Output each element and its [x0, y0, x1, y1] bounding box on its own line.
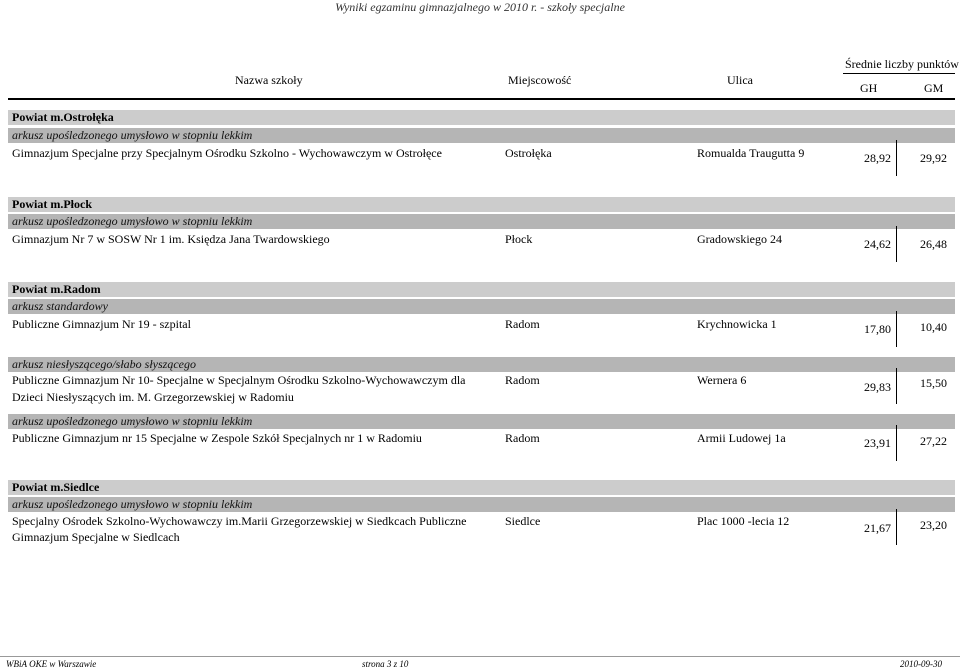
powiat-band — [8, 282, 955, 297]
score-gm: 27,22 — [920, 434, 947, 448]
score-divider — [896, 368, 897, 404]
school-name: Specjalny Ośrodek Szkolno-Wychowawczy im.Marii Grzegorzewskiej w Siedkcach Publiczne — [12, 514, 467, 528]
column-header-ulica: Ulica — [727, 73, 753, 87]
powiat-band — [8, 480, 955, 495]
school-city: Radom — [505, 431, 540, 445]
powiat-label: Powiat m.Siedlce — [12, 480, 100, 494]
arkusz-label: arkusz upośledzonego umysłowo w stopniu lekkim — [12, 128, 253, 142]
arkusz-band — [8, 128, 955, 143]
school-street: Plac 1000 -lecia 12 — [697, 514, 790, 528]
school-name-line2: Gimnazjum Specjalne w Siedlcach — [12, 530, 180, 544]
arkusz-label: arkusz upośledzonego umysłowo w stopniu lekkim — [12, 497, 253, 511]
score-gh: 17,80 — [864, 322, 891, 336]
school-city: Płock — [505, 232, 533, 246]
school-city: Radom — [505, 317, 540, 331]
score-gh: 24,62 — [864, 237, 891, 251]
column-header-srednie: Średnie liczby punktów — [845, 57, 959, 71]
footer-left: WBiA OKE w Warszawie — [6, 659, 97, 669]
score-gm: 15,50 — [920, 376, 947, 390]
column-header-nazwa: Nazwa szkoły — [235, 73, 303, 87]
score-divider — [896, 226, 897, 262]
school-city: Ostrołęka — [505, 146, 552, 160]
school-street: Krychnowicka 1 — [697, 317, 777, 331]
footer-page-number: strona 3 z 10 — [362, 659, 409, 669]
arkusz-band — [8, 357, 955, 372]
powiat-label: Powiat m.Płock — [12, 197, 92, 211]
school-street: Romualda Traugutta 9 — [697, 146, 805, 160]
score-divider — [896, 425, 897, 461]
column-header-gh: GH — [860, 81, 878, 95]
score-divider — [896, 140, 897, 176]
school-name: Publiczne Gimnazjum Nr 10- Specjalne w Specjalnym Ośrodku Szkolno-Wychowawczym dla — [12, 373, 466, 387]
arkusz-label: arkusz upośledzonego umysłowo w stopniu lekkim — [12, 414, 253, 428]
score-gh: 21,67 — [864, 521, 891, 535]
powiat-band — [8, 197, 955, 212]
arkusz-band — [8, 414, 955, 429]
page-title: Wyniki egzaminu gimnazjalnego w 2010 r. - szkoły specjalne — [335, 0, 625, 14]
score-gm: 23,20 — [920, 518, 947, 532]
footer-date: 2010-09-30 — [900, 659, 942, 669]
school-name: Gimnazjum Nr 7 w SOSW Nr 1 im. Księdza Jana Twardowskiego — [12, 232, 330, 246]
arkusz-band — [8, 214, 955, 229]
score-divider — [896, 509, 897, 545]
score-gm: 26,48 — [920, 237, 947, 251]
powiat-label: Powiat m.Radom — [12, 282, 101, 296]
score-gh: 28,92 — [864, 151, 891, 165]
school-name: Gimnazjum Specjalne przy Specjalnym Ośrodku Szkolno - Wychowawczym w Ostrołęce — [12, 146, 442, 160]
column-header-gm: GM — [924, 81, 944, 95]
score-gm: 10,40 — [920, 320, 947, 334]
school-city: Radom — [505, 373, 540, 387]
arkusz-band — [8, 497, 955, 512]
arkusz-label: arkusz upośledzonego umysłowo w stopniu lekkim — [12, 214, 253, 228]
footer-rule — [0, 656, 960, 657]
score-gm: 29,92 — [920, 151, 947, 165]
powiat-band — [8, 110, 955, 125]
score-divider — [896, 311, 897, 347]
header-bottom-rule — [8, 98, 955, 100]
school-name-line2: Dzieci Niesłyszących im. M. Grzegorzewskiej w Radomiu — [12, 390, 294, 404]
powiat-label: Powiat m.Ostrołęka — [12, 110, 114, 124]
header-divider — [843, 73, 955, 74]
school-street: Armii Ludowej 1a — [697, 431, 786, 445]
arkusz-band — [8, 299, 955, 314]
school-street: Gradowskiego 24 — [697, 232, 782, 246]
arkusz-label: arkusz niesłyszącego/słabo słyszącego — [12, 357, 196, 371]
school-city: Siedlce — [505, 514, 541, 528]
school-street: Wernera 6 — [697, 373, 747, 387]
score-gh: 23,91 — [864, 436, 891, 450]
school-name: Publiczne Gimnazjum nr 15 Specjalne w Zespole Szkół Specjalnych nr 1 w Radomiu — [12, 431, 422, 445]
score-gh: 29,83 — [864, 380, 891, 394]
arkusz-label: arkusz standardowy — [12, 299, 108, 313]
school-name: Publiczne Gimnazjum Nr 19 - szpital — [12, 317, 191, 331]
column-header-miejscowosc: Miejscowość — [508, 73, 572, 87]
